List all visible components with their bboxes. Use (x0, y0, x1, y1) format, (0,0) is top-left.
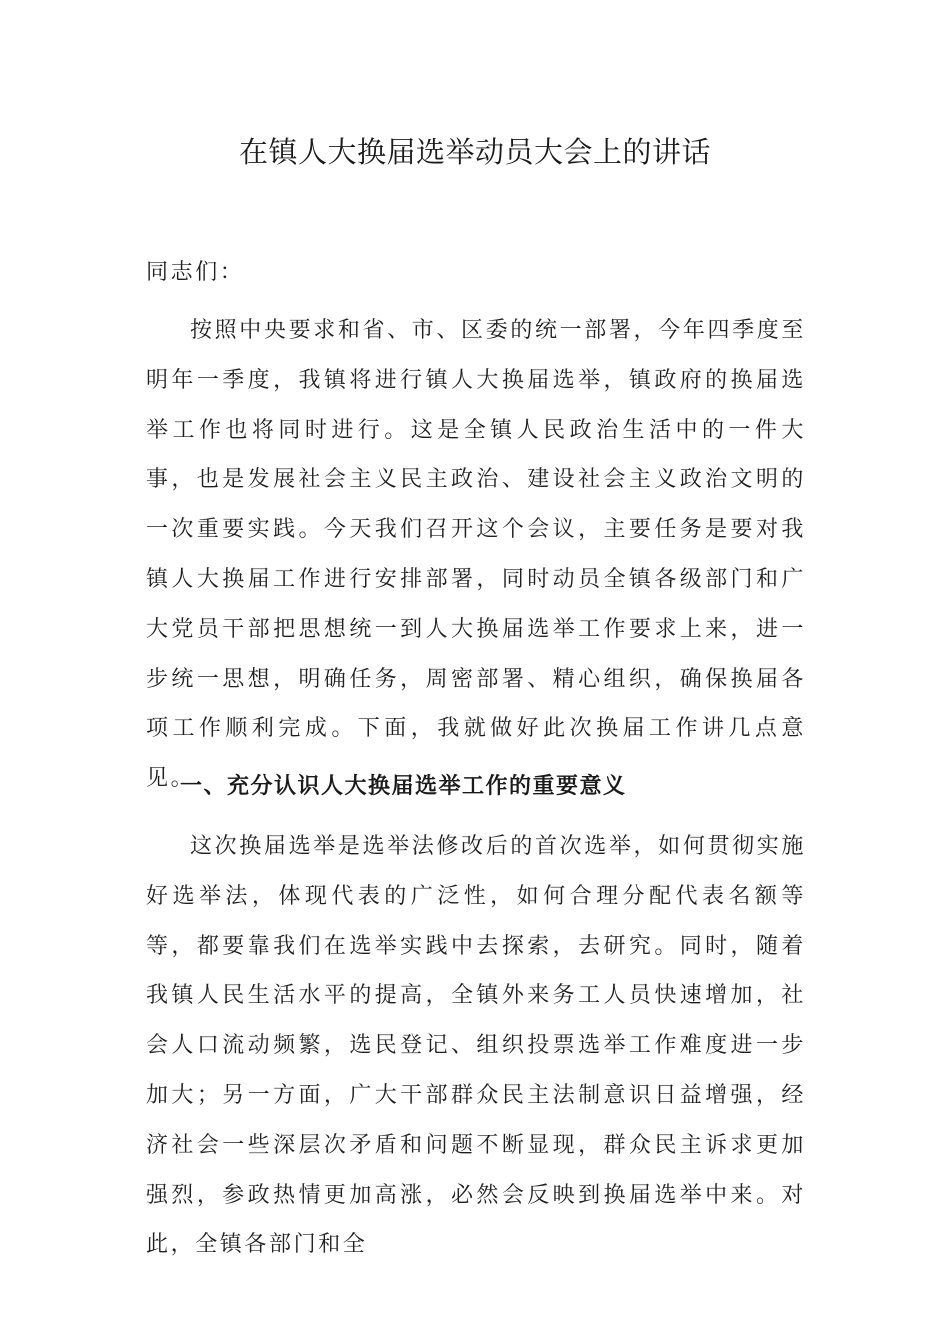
paragraph-2: 这次换届选举是选举法修改后的首次选举，如何贯彻实施好选举法，体现代表的广泛性，如何合理分配代表名额等等，都要靠我们在选举实践中去探索，去研究。同时，随着我镇人民生活水平的提高，全镇外来务工人员快速增加，社会人口流动频繁，选民登记、组织投票选举工作难度进一步加大；另一方面，广大干部群众民主法制意识日益增强，经济社会一些深层次矛盾和问题不断显现，群众民主诉求更加强烈，参政热情更加高涨，必然会反映到换届选举中来。对此，全镇各部门和全 (146, 834, 806, 1258)
document-title: 在镇人大换届选举动员大会上的讲话 (238, 135, 711, 169)
paragraph-1: 按照中央要求和省、市、区委的统一部署，今年四季度至明年一季度，我镇将进行镇人大换届选举，镇政府的换届选举工作也将同时进行。这是全镇人民政治生活中的一件大事，也是发展社会主义民主政治、建设社会主义政治文明的一次重要实践。今天我们召开这个会议，主要任务是要对我镇人大换届工作进行安排部署，同时动员全镇各级部门和广大党员干部把思想统一到人大换届选举工作要求上来，进一步统一思想，明确任务，周密部署、精心组织，确保换届各项工作顺利完成。下面，我就做好此次换届工作讲几点意见。 (146, 318, 806, 792)
section-1-heading: 一、充分认识人大换届选举工作的重要意义 (180, 774, 627, 799)
salutation: 同志们： (146, 260, 245, 285)
